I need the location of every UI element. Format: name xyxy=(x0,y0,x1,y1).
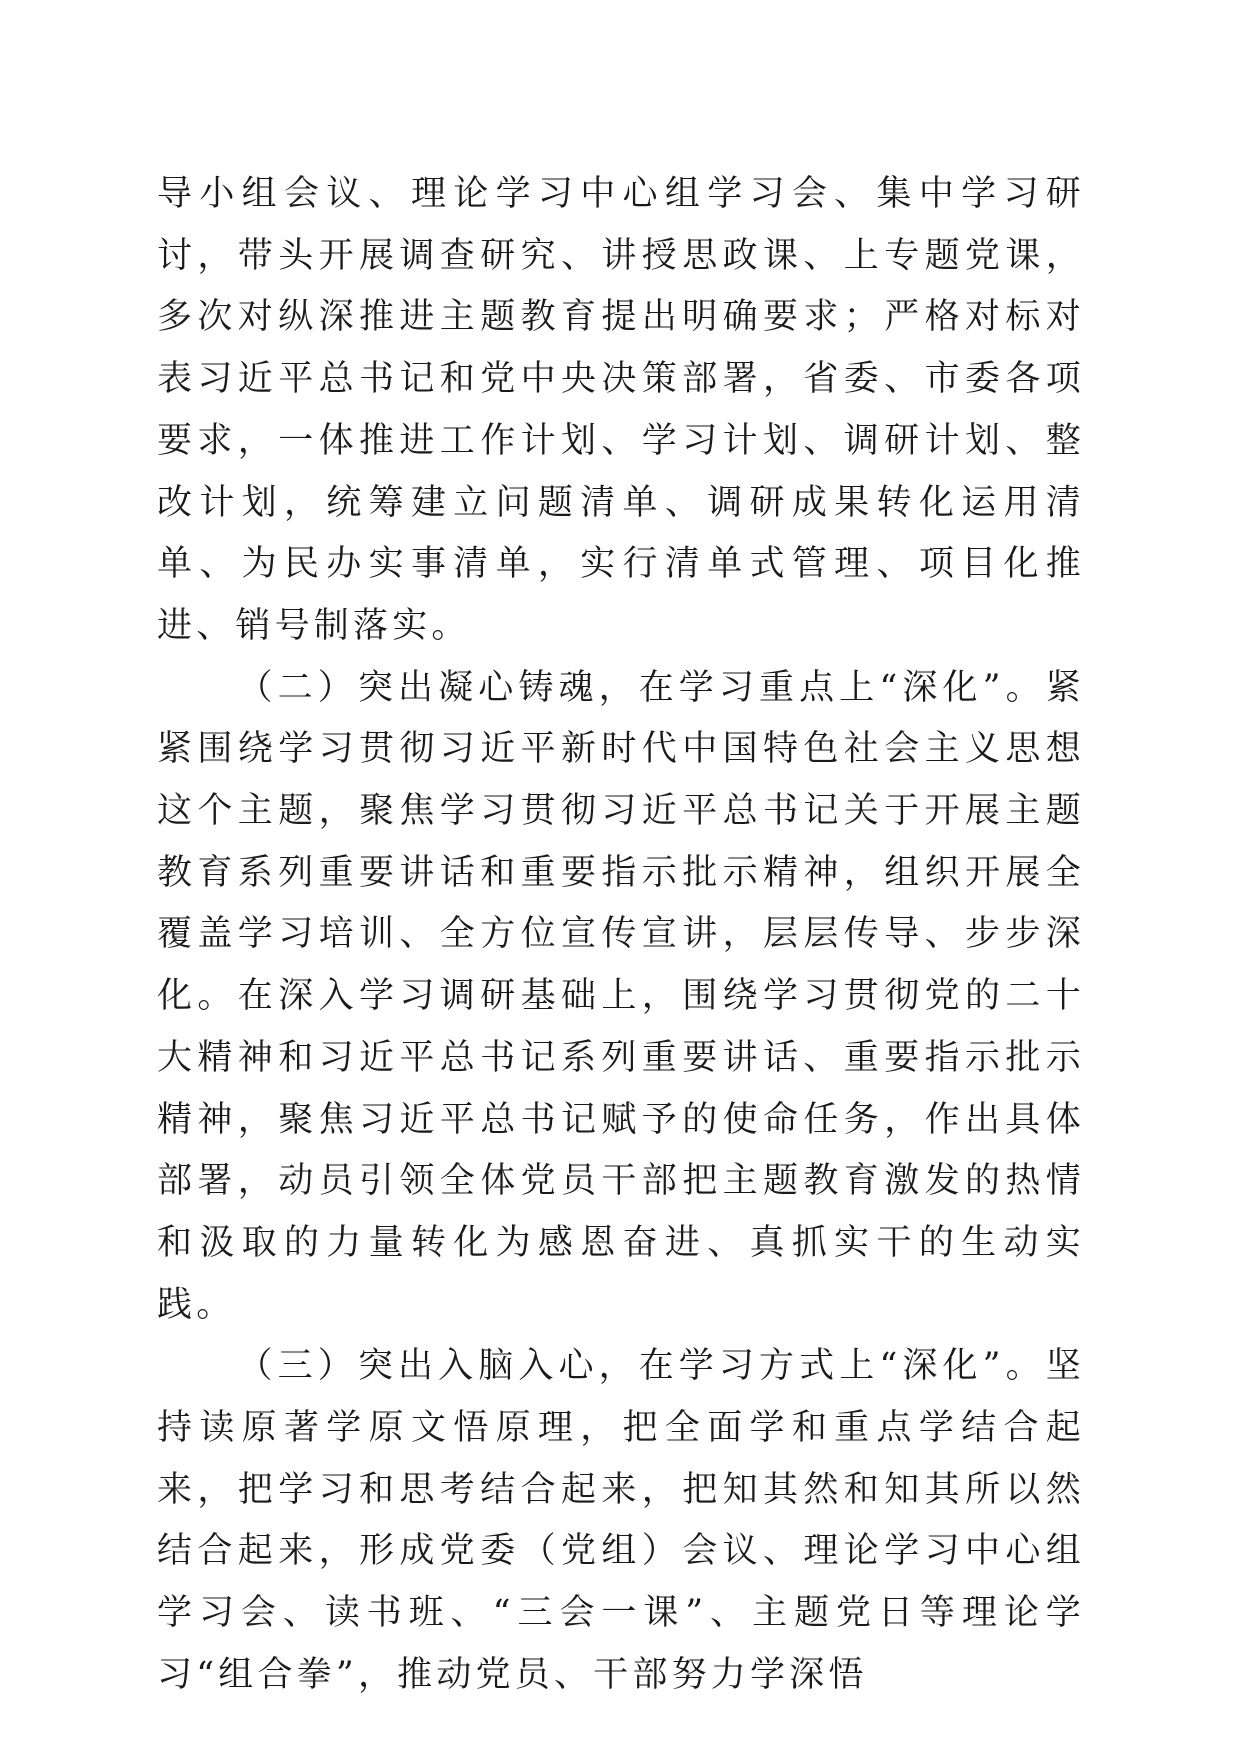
paragraph-2-section-two: （二）突出凝心铸魂，在学习重点上“深化”。紧紧围绕学习贯彻习近平新时代中国特色社会主义思想这个主题，聚焦学习贯彻习近平总书记关于开展主题教育系列重要讲话和重要指示批示精神，组织开展全覆盖学习培训、全方位宣传宣讲，层层传导、步步深化。在深入学习调研基础上，围绕学习贯彻党的二十大精神和习近平总书记系列重要讲话、重要指示批示精神，聚焦习近平总书记赋予的使命任务，作出具体部署，动员引领全体党员干部把主题教育激发的热情和汲取的力量转化为感恩奋进、真抓实干的生动实践。 xyxy=(157,667,1085,1325)
paragraph-1: 导小组会议、理论学习中心组学习会、集中学习研讨，带头开展调查研究、讲授思政课、上专题党课，多次对纵深推进主题教育提出明确要求；严格对标对表习近平总书记和党中央决策部署，省委、市委各项要求，一体推进工作计划、学习计划、调研计划、整改计划，统筹建立问题清单、调研成果转化运用清单、为民办实事清单，实行清单式管理、项目化推进、销号制落实。 xyxy=(157,174,1085,646)
document-body xyxy=(157,164,1085,1707)
paragraph-3-section-three: （三）突出入脑入心，在学习方式上“深化”。坚持读原著学原文悟原理，把全面学和重点学结合起来，把学习和思考结合起来，把知其然和知其所以然结合起来，形成党委（党组）会议、理论学习中心组学习会、读书班、“三会一课”、主题党日等理论学习“组合拳”，推动党员、干部努力学深悟 xyxy=(157,1346,1085,1695)
